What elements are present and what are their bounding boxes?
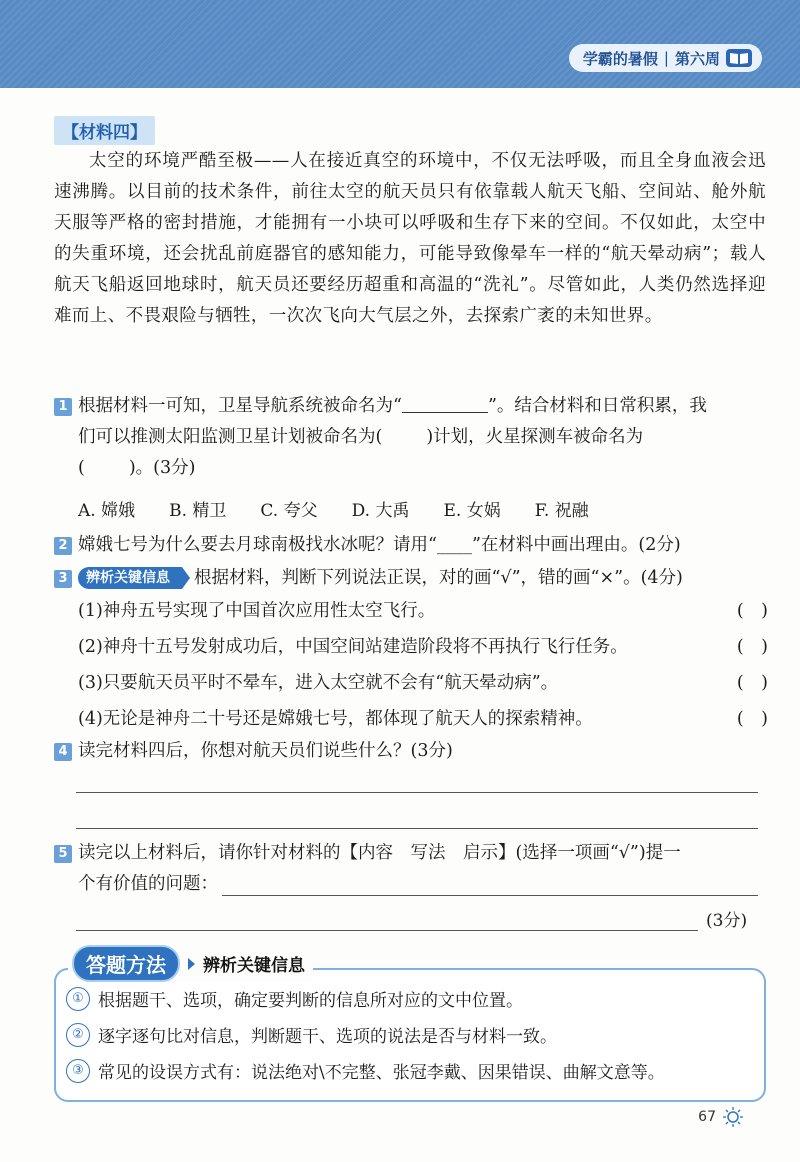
q1-text-d: )计划，火星探测车被命名为 — [426, 427, 644, 447]
answer-paren[interactable]: ( ) — [736, 673, 768, 693]
q1-text-a: 根据材料一可知，卫星导航系统被命名为“ — [78, 396, 402, 416]
q3-item — [78, 596, 768, 627]
tip-text: 常见的设误方式有：说法绝对\不完整、张冠李戴、因果错误、曲解文意等。 — [98, 1063, 665, 1083]
method-header — [68, 945, 313, 982]
answer-line[interactable] — [76, 828, 758, 829]
q3-item-text: (4)无论是神舟二十号还是嫦娥七号，都体现了航天人的探索精神。 — [78, 709, 593, 729]
material-text: 太空的环境严酷至极——人在接近真空的环境中，不仅无法呼吸，而且全身血液会迅速沸腾。以目前的技术条件，前往太空的航天员只有依靠载人航天飞船、空间站、舱外航天服等严格的密封措施，才能拥有一小块可以呼吸和生存下来的空间。不仅如此，太空中的失重环境，还会扰乱前庭器官的感知能力，可能导致像晕车一样的“航天晕动病”；载人航天飞船返回地球时，航天员还要经历超重和高温的“洗礼”。尽管如此，人类仍然选择迎难而上、不畏艰险与牺牲，一次次飞向大气层之外，去探索广袤的未知世界。 — [54, 151, 766, 326]
q3-text: 根据材料，判断下列说法正误，对的画“√”，错的画“×”。(4分) — [194, 568, 683, 588]
question-5 — [54, 838, 766, 900]
method-badge: 答题方法 — [72, 945, 180, 982]
tip-number: ② — [66, 1023, 90, 1047]
option: C. 夸父 — [260, 501, 318, 521]
q5-line1: 读完以上材料后，请你针对材料的【内容 写法 启示】(选择一项画“√”)提一 — [78, 843, 681, 863]
week-label: 第六周 — [674, 49, 720, 68]
option: F. 祝融 — [534, 501, 589, 521]
page-number-text: 67 — [698, 1109, 716, 1125]
q1-text-c: 们可以推测太阳监测卫星计划被命名为( — [78, 427, 383, 447]
answer-line[interactable] — [76, 930, 698, 931]
answer-paren[interactable]: ( ) — [736, 637, 768, 657]
q2-text-b: ”在材料中画出理由。(2分) — [471, 535, 681, 555]
q1-text-b: ”。结合材料和日常积累，我 — [487, 396, 707, 416]
question-4 — [54, 736, 766, 767]
series-title: 学霸的暑假 — [582, 49, 658, 68]
method-tip — [66, 986, 756, 1011]
question-number: 2 — [54, 537, 72, 555]
tip-text: 根据题干、选项，确定要判断的信息所对应的文中位置。 — [98, 991, 523, 1011]
q1-options — [78, 496, 589, 521]
method-subtitle: 辨析关键信息 — [203, 956, 305, 976]
answer-line[interactable] — [222, 895, 758, 896]
method-tip — [66, 1022, 756, 1047]
question-3 — [54, 563, 766, 594]
q3-item-text: (3)只要航天员平时不晕车，进入太空就不会有“航天晕动病”。 — [78, 673, 559, 693]
sun-icon — [722, 1106, 744, 1128]
q4-text: 读完材料四后，你想对航天员们说些什么？(3分) — [78, 741, 453, 761]
question-1 — [54, 391, 766, 484]
tip-number: ① — [66, 987, 90, 1011]
option: D. 大禹 — [351, 501, 410, 521]
question-number: 1 — [54, 398, 72, 416]
option: E. 女娲 — [443, 501, 501, 521]
q1-text-f: )。(3分) — [128, 458, 196, 478]
option: B. 精卫 — [169, 501, 227, 521]
question-2 — [54, 530, 766, 561]
page-number — [698, 1106, 744, 1128]
answer-blank[interactable] — [402, 394, 488, 413]
method-tip — [66, 1058, 756, 1083]
header-separator: | — [663, 49, 669, 67]
q3-item — [78, 704, 768, 735]
question-number: 5 — [54, 845, 72, 863]
answer-line[interactable] — [76, 792, 758, 793]
q5-line2: 个有价值的问题： — [78, 874, 218, 894]
triangle-arrow-icon — [188, 958, 195, 970]
answer-paren[interactable]: ( ) — [736, 709, 768, 729]
tip-number: ③ — [66, 1059, 90, 1083]
tip-text: 逐字逐句比对信息，判断题干、选项的说法是否与材料一致。 — [98, 1027, 557, 1047]
q2-mark: ____ — [436, 535, 472, 555]
question-number: 4 — [54, 743, 72, 761]
q3-item — [78, 632, 768, 663]
q3-item-text: (2)神舟十五号发射成功后，中国空间站建造阶段将不再执行飞行任务。 — [78, 637, 628, 657]
material-title: 【材料四】 — [54, 116, 155, 145]
q2-text-a: 嫦娥七号为什么要去月球南极找水冰呢？请用“ — [78, 535, 437, 555]
key-info-tag: 辨析关键信息 — [78, 567, 182, 589]
option: A. 嫦娥 — [78, 501, 136, 521]
q3-item — [78, 668, 768, 699]
q5-score: (3分) — [706, 911, 748, 931]
answer-paren[interactable]: ( ) — [736, 601, 768, 621]
question-number: 3 — [54, 570, 72, 588]
q1-text-e: ( — [78, 458, 85, 478]
q3-item-text: (1)神舟五号实现了中国首次应用性太空飞行。 — [78, 601, 436, 621]
